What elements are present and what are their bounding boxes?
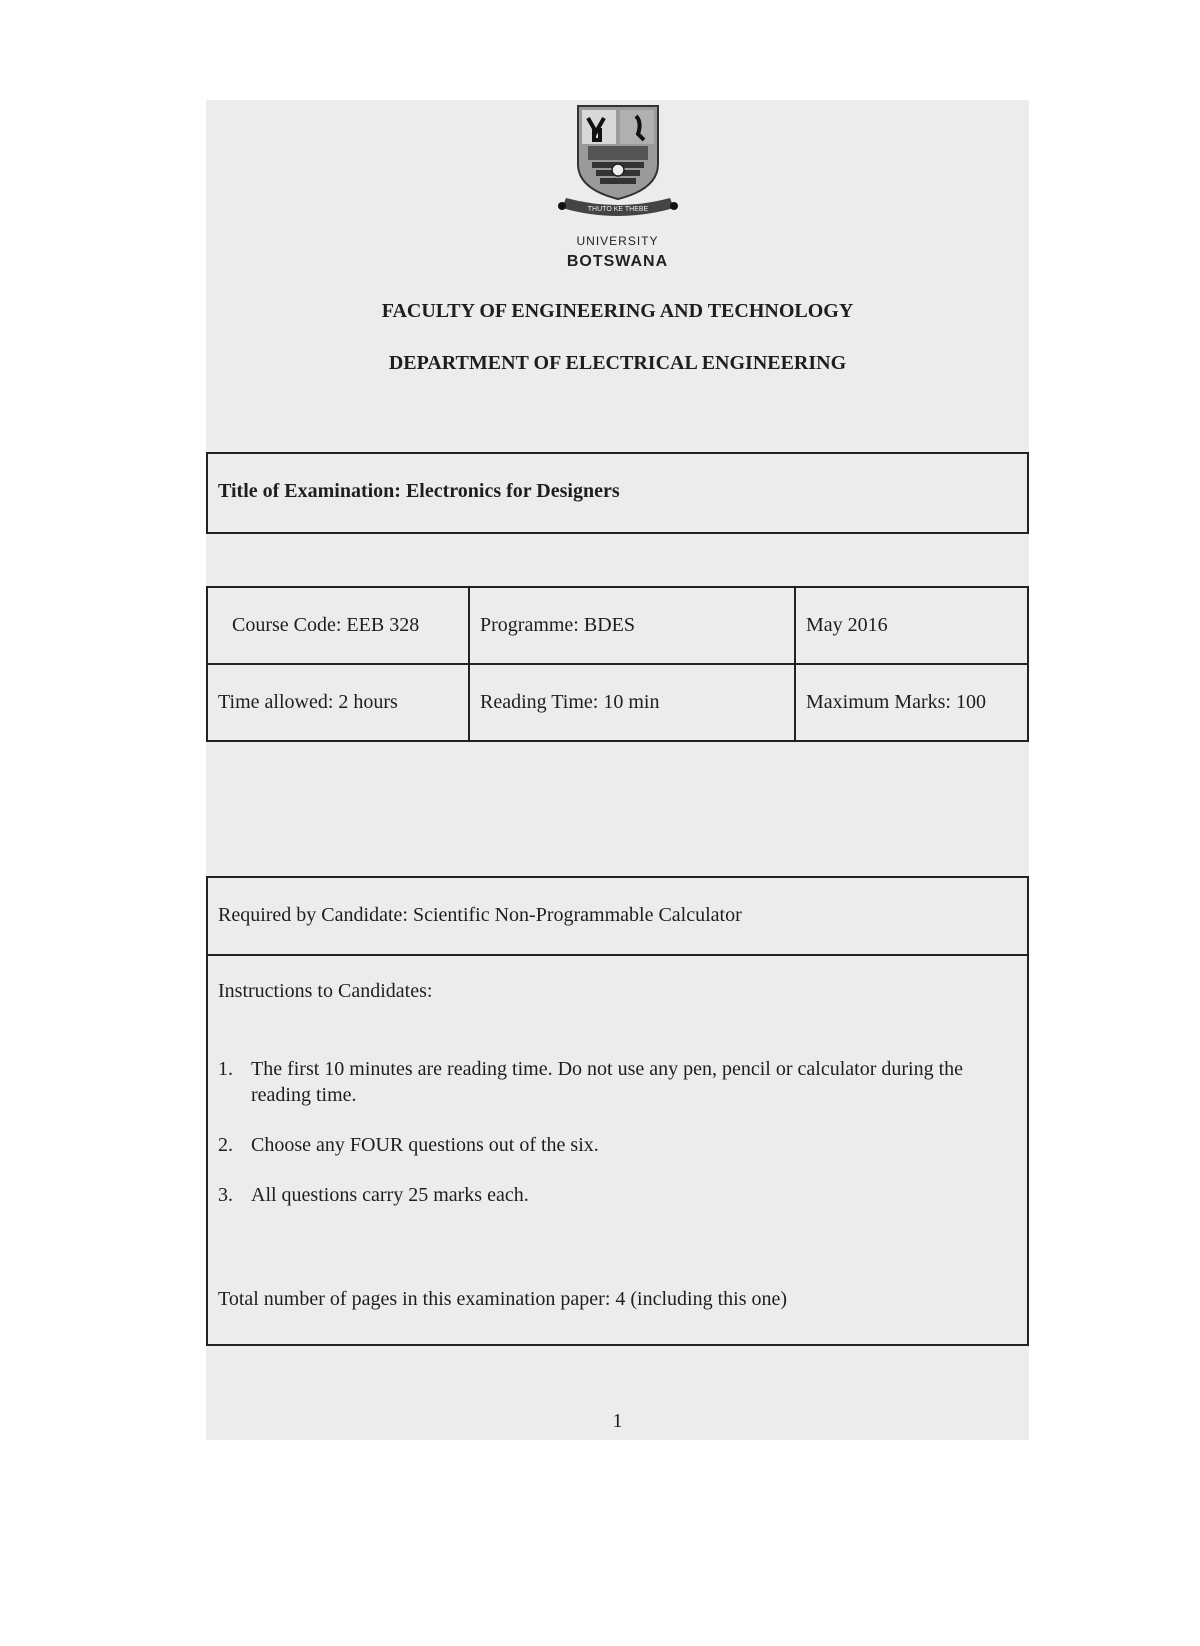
reading-time-cell: Reading Time: 10 min [469,664,795,741]
university-name-line1: UNIVERSITY [576,234,659,248]
table-row [207,664,1028,741]
exam-date-cell: May 2016 [795,587,1028,664]
course-code-cell: Course Code: EEB 328 [207,587,469,664]
exam-cover-page [206,100,1029,1440]
department-heading: DEPARTMENT OF ELECTRICAL ENGINEERING [388,352,847,374]
instructions-box [206,876,1029,1346]
list-item [218,1056,1018,1108]
table-row [207,587,1028,664]
list-item [218,1182,1018,1208]
required-by-candidate: Required by Candidate: Scientific Non-Programmable Calculator [218,904,742,926]
exam-title-box [206,452,1029,534]
instructions-list [218,1056,1018,1232]
crest-motto: THUTO KE THEBE [587,206,649,213]
time-allowed-cell: Time allowed: 2 hours [207,664,469,741]
exam-info-table [206,586,1029,742]
required-by-candidate-row [208,878,1027,956]
instruction-text: Choose any FOUR questions out of the six. [251,1134,599,1156]
exam-title: Title of Examination: Electronics for Designers [218,480,620,502]
university-name-line2: BOTSWANA [566,253,669,270]
university-crest-logo [538,104,698,234]
maximum-marks-cell: Maximum Marks: 100 [795,664,1028,741]
instruction-number: 1. [218,1058,233,1080]
instructions-heading: Instructions to Candidates: [218,980,433,1002]
total-pages-note: Total number of pages in this examination paper: 4 (including this one) [218,1288,788,1310]
instruction-number: 3. [218,1184,233,1206]
instruction-number: 2. [218,1134,233,1156]
instruction-text: The first 10 minutes are reading time. Do not use any pen, pencil or calculator during the reading time. [251,1058,964,1106]
page-number: 1 [612,1410,623,1432]
programme-cell: Programme: BDES [469,587,795,664]
faculty-heading: FACULTY OF ENGINEERING AND TECHNOLOGY [381,300,854,322]
list-item [218,1132,1018,1158]
instruction-text: All questions carry 25 marks each. [251,1184,529,1206]
